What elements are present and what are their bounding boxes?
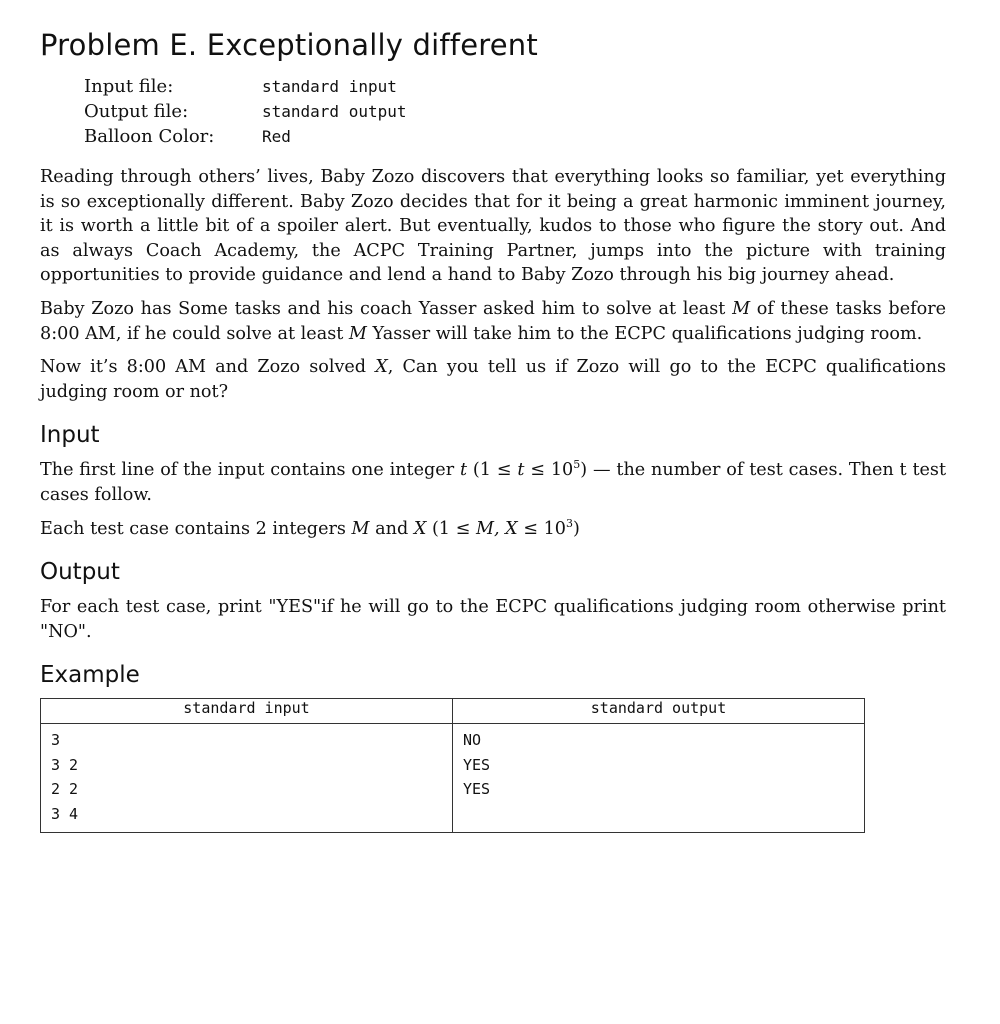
- balloon-color-row: [84, 126, 946, 151]
- math-var-t: t: [517, 460, 525, 481]
- statement-paragraph-2: [40, 297, 946, 346]
- math-exponent: 3: [566, 516, 573, 530]
- problem-meta: [84, 76, 946, 151]
- problem-title: Problem E. Exceptionally different: [40, 28, 538, 62]
- example-input-cell: [41, 724, 453, 833]
- input-text: — the number of test cases. Then t test cases follow.: [40, 460, 947, 505]
- input-section: [40, 458, 946, 541]
- math-var-x: X: [375, 357, 388, 378]
- math-text: ≤ 10: [523, 518, 566, 539]
- example-input-line: 2 2: [51, 780, 79, 799]
- math-var-mx: M, X: [475, 518, 518, 539]
- example-output-line: NO: [463, 731, 482, 750]
- example-input-header: standard input: [41, 699, 453, 724]
- output-section: [40, 595, 946, 644]
- input-text: and: [375, 518, 409, 539]
- statement-text: Now it’s 8:00 AM and Zozo solved: [40, 357, 367, 378]
- math-text: ): [580, 460, 588, 481]
- math-text: ≤ 10: [530, 460, 574, 481]
- input-file-value: standard input: [262, 77, 397, 96]
- math-exponent: 5: [573, 458, 581, 472]
- example-output-line: YES: [463, 780, 491, 799]
- math-text: (1 ≤: [472, 460, 512, 481]
- example-output-line: YES: [463, 755, 491, 774]
- output-file-row: [84, 101, 946, 126]
- math-var-x: X: [413, 518, 427, 539]
- example-output-cell: [453, 724, 865, 833]
- input-heading: Input: [40, 422, 100, 449]
- statement-text: Baby Zozo has Some tasks and his coach Yasser asked him to solve at least: [40, 298, 726, 319]
- input-file-row: [84, 76, 946, 101]
- example-body-row: [41, 724, 865, 833]
- balloon-color-label: Balloon Color:: [84, 126, 215, 147]
- example-table: [40, 698, 865, 833]
- example-heading: Example: [40, 662, 140, 689]
- statement-paragraph-3: [40, 355, 946, 404]
- math-text: (1 ≤: [431, 518, 471, 539]
- output-paragraph-1: For each test case, print "YES"if he will go to the ECPC qualifications judging room otherwise print "NO".: [40, 597, 946, 642]
- input-paragraph-2: [40, 517, 946, 542]
- statement-text: , Can you tell us if Zozo will go to the ECPC qualifications judging room or not?: [40, 357, 946, 402]
- statement-text: Yasser will take him to the ECPC qualifications judging room.: [372, 323, 923, 344]
- statement-paragraph-1: Reading through others’ lives, Baby Zozo discovers that everything looks so familiar, yet everything is so exceptionally different. Baby Zozo decides that for it being a great harmonic imminent journey, it is worth a little bit of a spoiler alert. But eventually, kudos to those who figure the story out. And as always Coach Academy, the ACPC Training Partner, jumps into the picture with training opportunities to provide guidance and lend a hand to Baby Zozo through his big journey ahead.: [40, 167, 946, 286]
- balloon-color-value: Red: [262, 127, 291, 146]
- input-text: Each test case contains 2 integers: [40, 518, 346, 539]
- math-range-mx: [431, 516, 580, 539]
- problem-page: [40, 28, 946, 833]
- example-output-header: standard output: [453, 699, 865, 724]
- output-heading: Output: [40, 559, 120, 586]
- math-text: ): [573, 518, 580, 539]
- example-header-row: [41, 699, 865, 724]
- math-var-m: M: [348, 323, 367, 344]
- output-file-label: Output file:: [84, 101, 189, 122]
- example-input-line: 3 2: [51, 755, 79, 774]
- input-text: The first line of the input contains one integer: [40, 460, 455, 481]
- math-var-t: t: [459, 460, 468, 481]
- math-var-m: M: [732, 298, 751, 319]
- math-var-m: M: [351, 518, 370, 539]
- input-paragraph-1: [40, 458, 946, 507]
- problem-statement: [40, 165, 946, 404]
- statement-text: of these tasks before 8:00 AM, if he could solve at least: [40, 298, 947, 344]
- math-range-t: [473, 460, 587, 480]
- example-input-line: 3: [51, 731, 61, 750]
- example-input-line: 3 4: [51, 804, 79, 823]
- input-file-label: Input file:: [84, 76, 174, 97]
- output-file-value: standard output: [262, 102, 407, 121]
